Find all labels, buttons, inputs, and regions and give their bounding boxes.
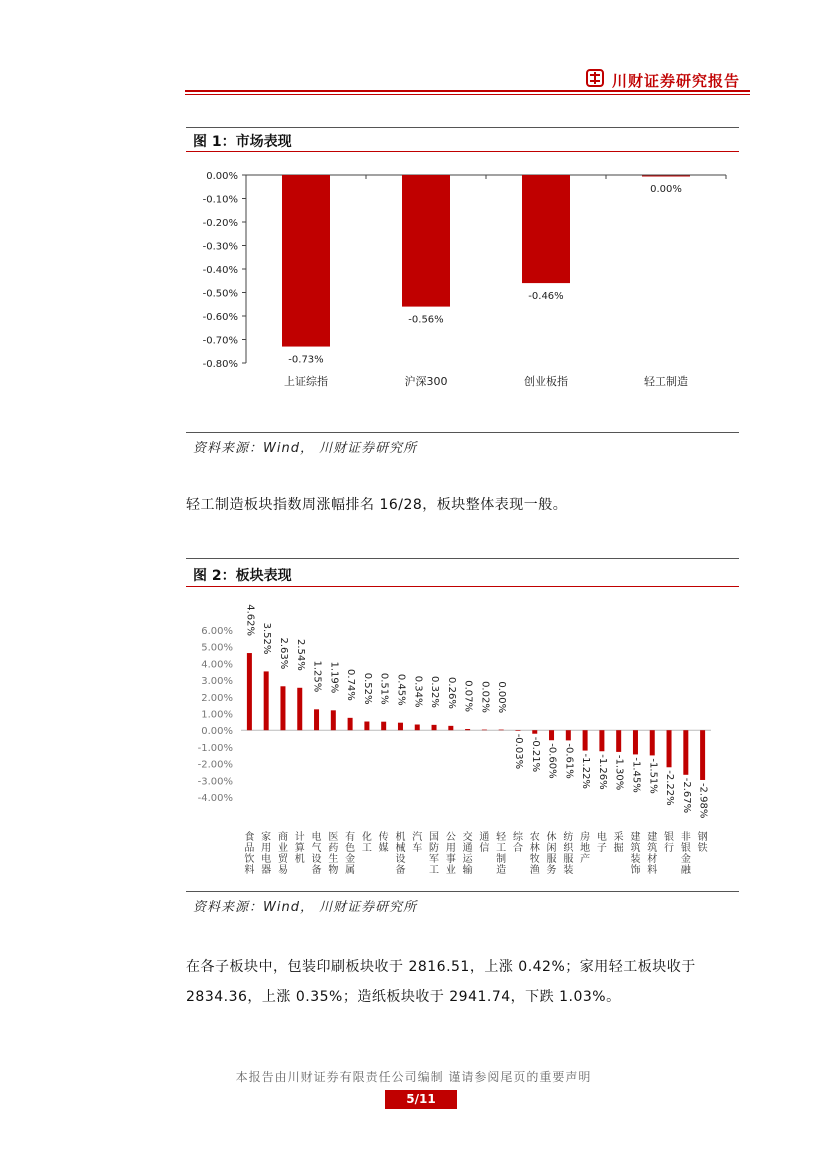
chart2-category-label: 务 (546, 865, 557, 876)
chart1-category-label: 创业板指 (524, 375, 568, 388)
chart2-category-label: 媒 (378, 843, 389, 854)
chart2-category-label: 钢 (697, 832, 708, 843)
chart2-category-label: 备 (395, 865, 406, 876)
chart2-category-label: 饮 (244, 854, 255, 865)
chart2-category-label: 地 (580, 843, 591, 854)
chart2-bar (364, 722, 369, 731)
chart2-category-label: 食 (244, 832, 255, 843)
chart1-data-label: -0.46% (528, 291, 564, 303)
chart2-data-label: 0.34% (412, 675, 424, 708)
chart2-category-label: 金 (680, 854, 691, 865)
paragraph-subsectors: 在各子板块中，包装印刷板块收于 2816.51，上涨 0.42%；家用轻工板块收于 2834.36，上涨 0.35%；造纸板块收于 2941.74，下跌 1.03%。 (186, 959, 696, 1005)
chart2-category-label: 工 (429, 865, 440, 876)
chart2-category-label: 房 (580, 832, 591, 843)
chart2-bar (633, 730, 638, 754)
chart2-category-label: 制 (496, 854, 507, 865)
figure2-source: 资料来源：Wind， 川财证券研究所 (193, 900, 418, 915)
chart1-category-label: 轻工制造 (644, 375, 688, 388)
chart2-category-label: 传 (378, 832, 389, 843)
chart1-bar (282, 175, 330, 347)
chart2-bar (667, 730, 672, 767)
chart2-category-label: 渔 (529, 865, 540, 876)
chart2-bar (515, 730, 520, 731)
figure1-title: 图 1：市场表现 (193, 134, 292, 150)
chart2-category-label: 色 (345, 843, 356, 854)
chart2-category-label: 银 (664, 832, 675, 843)
chart2-bar (683, 730, 688, 775)
chart2-category-label: 料 (647, 865, 658, 876)
chart2-category-label: 服 (563, 854, 574, 865)
chart2-category-label: 易 (277, 865, 288, 876)
chart2-category-label: 军 (429, 854, 440, 865)
chart2-bar (280, 686, 285, 730)
chuancai-logo-icon (586, 69, 604, 87)
chart2-data-label: -0.61% (563, 743, 575, 779)
market-performance-chart (186, 155, 739, 395)
chart2-category-label: 轻 (496, 832, 507, 843)
chart2-category-label: 合 (512, 843, 523, 854)
chart2-category-label: 电 (596, 832, 607, 843)
chart1-y-tick-label: -0.70% (202, 335, 238, 347)
chart2-category-label: 品 (244, 843, 255, 854)
chart2-category-label: 装 (630, 854, 641, 865)
chart2-category-label: 铁 (697, 843, 708, 854)
chart2-category-label: 家 (261, 832, 272, 843)
chart2-category-label: 用 (445, 843, 456, 854)
chart2-category-label: 料 (244, 865, 255, 876)
report-brand: 川财证券研究报告 (612, 72, 741, 90)
chart2-bar (448, 726, 453, 730)
chart2-category-label: 非 (680, 832, 691, 843)
chart2-data-label: 2.54% (294, 638, 306, 671)
chart1-category-label: 沪深300 (404, 375, 448, 388)
chart2-data-label: 2.63% (277, 637, 289, 670)
chart2-data-label: 0.07% (462, 680, 474, 713)
chart2-category-label: 休 (546, 832, 557, 843)
chart2-category-label: 农 (529, 832, 540, 843)
chart2-data-label: -0.21% (529, 736, 541, 773)
chart1-y-tick-label: -0.50% (202, 288, 238, 300)
chart2-category-label: 属 (345, 865, 356, 876)
chart2-category-label: 工 (361, 843, 372, 854)
chart2-category-label: 机 (294, 854, 305, 865)
chart2-category-label: 事 (445, 854, 456, 865)
chart2-bar (331, 710, 336, 730)
chart2-category-label: 服 (546, 854, 557, 865)
chart2-category-label: 生 (328, 854, 339, 865)
chart2-bar (650, 730, 655, 755)
chart2-category-label: 织 (563, 843, 574, 854)
chart2-category-label: 筑 (630, 843, 641, 854)
chart2-bar (465, 729, 470, 730)
chart2-category-label: 业 (445, 865, 456, 876)
chart2-category-label: 通 (462, 843, 473, 854)
chart2-data-label: 0.45% (395, 673, 407, 706)
chart2-y-tick-label: -3.00% (197, 776, 233, 788)
chart2-data-label: -1.45% (630, 757, 642, 793)
figure2-title: 图 2：板块表现 (193, 568, 292, 584)
chart2-category-label: 银 (680, 843, 691, 854)
page-number: 5/11 (385, 1090, 457, 1109)
chart2-category-label: 车 (412, 843, 423, 854)
chart2-category-label: 工 (496, 843, 507, 854)
paragraph-ranking: 轻工制造板块指数周涨幅排名 16/28，板块整体表现一般。 (186, 497, 568, 513)
chart2-y-tick-label: 5.00% (201, 642, 233, 654)
chart2-category-label: 融 (680, 865, 691, 876)
chart2-category-label: 有 (345, 832, 356, 843)
chart2-category-label: 林 (529, 843, 540, 854)
chart2-category-label: 通 (479, 832, 490, 843)
chart2-category-label: 化 (361, 832, 372, 843)
chart1-y-tick-label: -0.20% (202, 218, 238, 229)
chart2-y-tick-label: 1.00% (201, 709, 233, 721)
chart2-data-label: 1.25% (311, 660, 323, 693)
chart2-data-label: -1.26% (596, 754, 608, 790)
figure1-source: 资料来源：Wind， 川财证券研究所 (193, 441, 418, 456)
chart1-data-label: -0.73% (288, 354, 324, 366)
chart2-category-label: 综 (512, 832, 523, 843)
chart2-category-label: 设 (311, 854, 322, 865)
chart2-bar (583, 730, 588, 750)
chart2-category-label: 信 (479, 843, 490, 854)
chart2-category-label: 用 (261, 843, 272, 854)
chart2-category-label: 计 (294, 832, 305, 843)
chart1-data-label: -0.56% (408, 314, 444, 326)
chart2-bar (482, 730, 487, 731)
figure2-title-rule (186, 586, 739, 587)
chart2-category-label: 建 (630, 832, 641, 843)
chart2-data-label: 3.52% (261, 622, 273, 655)
figure2-bottom-rule (186, 891, 739, 892)
chart2-category-label: 掘 (613, 843, 624, 854)
chart2-category-label: 医 (328, 832, 339, 843)
chart2-bar (398, 723, 403, 731)
chart2-category-label: 行 (664, 843, 675, 854)
header-rule-thin (185, 94, 750, 95)
chart1-data-label: 0.00% (650, 184, 682, 195)
chart2-y-tick-label: 4.00% (201, 659, 233, 671)
chart2-category-label: 饰 (630, 865, 641, 876)
chart2-data-label: 0.26% (445, 677, 457, 709)
chart1-y-tick-label: -0.80% (202, 359, 238, 370)
footer-disclaimer: 本报告由川财证券有限责任公司编制 谨请参阅尾页的重要声明 (235, 1070, 592, 1084)
sector-performance-chart (186, 600, 739, 885)
chart2-data-label: -2.67% (680, 777, 692, 814)
chart2-category-label: 器 (261, 865, 272, 876)
chart2-bar (297, 688, 302, 730)
chart2-bar (532, 730, 537, 734)
chart2-category-label: 牧 (529, 854, 540, 865)
chart2-category-label: 业 (277, 843, 288, 854)
chart2-data-label: 0.32% (429, 676, 441, 708)
figure1-bottom-rule (186, 432, 739, 433)
chart2-data-label: -0.60% (546, 743, 558, 779)
chart2-category-label: 气 (311, 843, 322, 854)
chart2-category-label: 设 (395, 854, 406, 865)
chart2-bar (314, 709, 319, 730)
chart1-y-tick-label: -0.10% (202, 194, 238, 206)
chart2-bar (381, 722, 386, 731)
chart2-category-label: 运 (462, 854, 473, 865)
chart1-y-tick-label: 0.00% (206, 171, 238, 182)
chart2-data-label: 0.52% (361, 672, 373, 705)
chart2-data-label: 1.19% (328, 661, 340, 694)
chart2-category-label: 采 (613, 832, 624, 843)
chart2-bar (700, 730, 705, 780)
chart2-category-label: 材 (647, 854, 658, 865)
chart2-bar (599, 730, 604, 751)
chart2-y-tick-label: -1.00% (197, 742, 233, 754)
chart1-bar (402, 175, 450, 307)
chart2-data-label: -1.30% (613, 754, 625, 791)
chart2-data-label: 4.62% (244, 604, 256, 637)
chart2-y-tick-label: 2.00% (201, 692, 233, 704)
chart2-category-label: 贸 (277, 854, 288, 865)
header-rule (185, 90, 750, 92)
chart2-data-label: 0.02% (479, 681, 491, 713)
chart1-category-label: 上证综指 (284, 375, 328, 388)
chart2-category-label: 输 (462, 865, 473, 876)
chart2-data-label: 0.51% (378, 672, 390, 705)
chart2-bar (499, 730, 504, 731)
chart2-category-label: 公 (445, 832, 456, 843)
chart2-category-label: 纺 (563, 832, 574, 843)
chart1-y-tick-label: -0.30% (202, 241, 238, 253)
chart2-category-label: 电 (261, 854, 272, 865)
chart2-category-label: 装 (563, 865, 574, 876)
chart2-y-tick-label: -4.00% (197, 793, 233, 804)
chart2-category-label: 国 (429, 832, 440, 843)
chart2-category-label: 机 (395, 832, 406, 843)
chart2-bar (264, 671, 269, 730)
chart2-category-label: 子 (596, 843, 607, 854)
figure2-top-rule (186, 558, 739, 559)
chart2-category-label: 汽 (412, 832, 423, 843)
chart2-category-label: 算 (294, 843, 305, 854)
chart2-category-label: 造 (496, 865, 507, 876)
chart2-category-label: 闲 (546, 843, 557, 854)
chart2-bar (566, 730, 571, 740)
chart2-category-label: 交 (462, 832, 473, 843)
chart2-data-label: 0.74% (345, 669, 357, 701)
chart2-category-label: 电 (311, 832, 322, 843)
chart2-category-label: 建 (647, 832, 658, 843)
chart1-y-tick-label: -0.40% (202, 265, 238, 276)
chart2-category-label: 防 (429, 843, 440, 854)
chart2-category-label: 备 (311, 865, 322, 876)
chart2-y-tick-label: -2.00% (197, 759, 233, 771)
chart2-data-label: 0.00% (496, 681, 508, 714)
chart2-data-label: -1.22% (580, 753, 592, 789)
chart2-bar (549, 730, 554, 740)
chart2-data-label: -1.51% (647, 758, 659, 794)
chart2-category-label: 药 (328, 843, 339, 854)
chart1-y-tick-label: -0.60% (202, 312, 238, 323)
chart2-y-tick-label: 6.00% (201, 626, 233, 637)
chart2-data-label: -0.03% (512, 733, 524, 770)
chart2-bar (348, 718, 353, 730)
chart2-category-label: 产 (580, 854, 591, 865)
chart2-category-label: 物 (328, 865, 339, 876)
chart2-category-label: 商 (277, 832, 288, 843)
chart2-bar (415, 725, 420, 731)
figure1-top-rule (186, 127, 739, 128)
chart2-data-label: -2.22% (664, 770, 676, 806)
chart2-data-label: -2.98% (697, 782, 709, 819)
chart2-bar (616, 730, 621, 752)
chart2-bar (432, 725, 437, 730)
chart2-y-tick-label: 3.00% (201, 676, 233, 688)
figure1-title-rule (186, 151, 739, 152)
chart2-category-label: 金 (345, 854, 356, 865)
chart1-bar (522, 175, 570, 283)
chart2-category-label: 筑 (647, 843, 658, 854)
chart2-bar (247, 653, 252, 730)
chart2-y-tick-label: 0.00% (201, 726, 233, 738)
chart2-category-label: 械 (395, 843, 406, 854)
